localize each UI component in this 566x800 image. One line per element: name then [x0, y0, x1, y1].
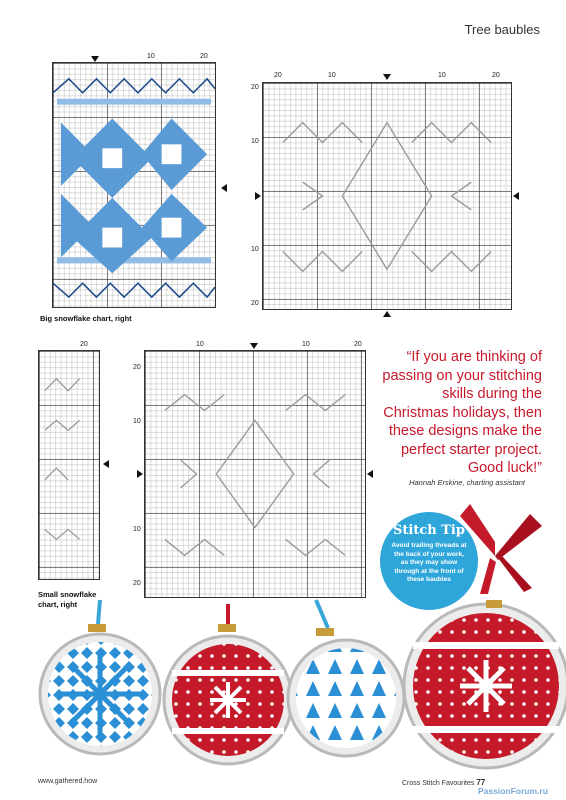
axis-label: 10	[133, 418, 141, 425]
white-chart-pattern	[263, 83, 511, 309]
stitch-tip-title: Stitch Tip	[393, 523, 465, 538]
axis-label: 20	[251, 300, 259, 307]
watermark: PassionForum.ru	[478, 786, 548, 796]
baubles-photo	[38, 590, 566, 770]
center-marker-arrow	[367, 470, 373, 478]
hanger-screw	[218, 624, 236, 632]
center-marker-arrow	[137, 470, 143, 478]
page-number: 77	[476, 778, 486, 787]
hanger-screw	[316, 628, 334, 636]
chart-caption: Small snowflake chart, right	[38, 590, 97, 609]
small-snowflake-chart-right	[38, 350, 100, 580]
stitch-tip-text: Avoid trailing threads at the back of your work, as they may show through at the front of these baubles	[391, 542, 467, 583]
center-marker-arrow	[383, 311, 391, 317]
magazine-name: Cross Stitch Favourites	[402, 780, 475, 787]
axis-label: 10	[196, 341, 204, 348]
axis-label: 20	[354, 341, 362, 348]
blue-chart-pattern	[53, 63, 215, 307]
center-marker-arrow	[513, 192, 519, 200]
hanger-screw	[88, 624, 106, 632]
axis-label: 10	[251, 138, 259, 145]
white-chart-pattern	[145, 351, 365, 597]
center-marker-arrow	[250, 343, 258, 349]
axis-label: 20	[274, 72, 282, 79]
axis-label: 10	[147, 53, 155, 60]
footer-magazine	[402, 778, 485, 787]
center-marker-arrow	[221, 184, 227, 192]
hanger-screw	[486, 600, 502, 608]
white-chart-pattern	[39, 351, 99, 579]
big-snowflake-chart-center	[262, 82, 512, 310]
axis-label: 20	[133, 580, 141, 587]
center-marker-arrow	[103, 460, 109, 468]
axis-label: 20	[133, 364, 141, 371]
axis-label: 20	[492, 72, 500, 79]
small-snowflake-chart-center	[144, 350, 366, 598]
axis-label: 20	[251, 84, 259, 91]
axis-label: 10	[302, 341, 310, 348]
chart-caption: Big snowflake chart, right	[40, 314, 132, 323]
big-snowflake-chart-right	[52, 62, 216, 308]
axis-label: 10	[438, 72, 446, 79]
section-title: Tree baubles	[464, 22, 540, 37]
axis-label: 20	[200, 53, 208, 60]
center-marker-arrow	[255, 192, 261, 200]
footer-url: www.gathered.how	[38, 778, 98, 785]
axis-label: 10	[251, 246, 259, 253]
quote-author: Hannah Erskine, charting assistant	[409, 478, 525, 487]
pull-quote: “If you are thinking of passing on your stitching skills during the Christmas holidays, then these designs make the perfect starter project. Good luck!”	[382, 349, 542, 476]
center-marker-arrow	[91, 56, 99, 62]
axis-label: 10	[133, 526, 141, 533]
center-marker-arrow	[383, 74, 391, 80]
axis-label: 20	[80, 341, 88, 348]
axis-label: 10	[328, 72, 336, 79]
